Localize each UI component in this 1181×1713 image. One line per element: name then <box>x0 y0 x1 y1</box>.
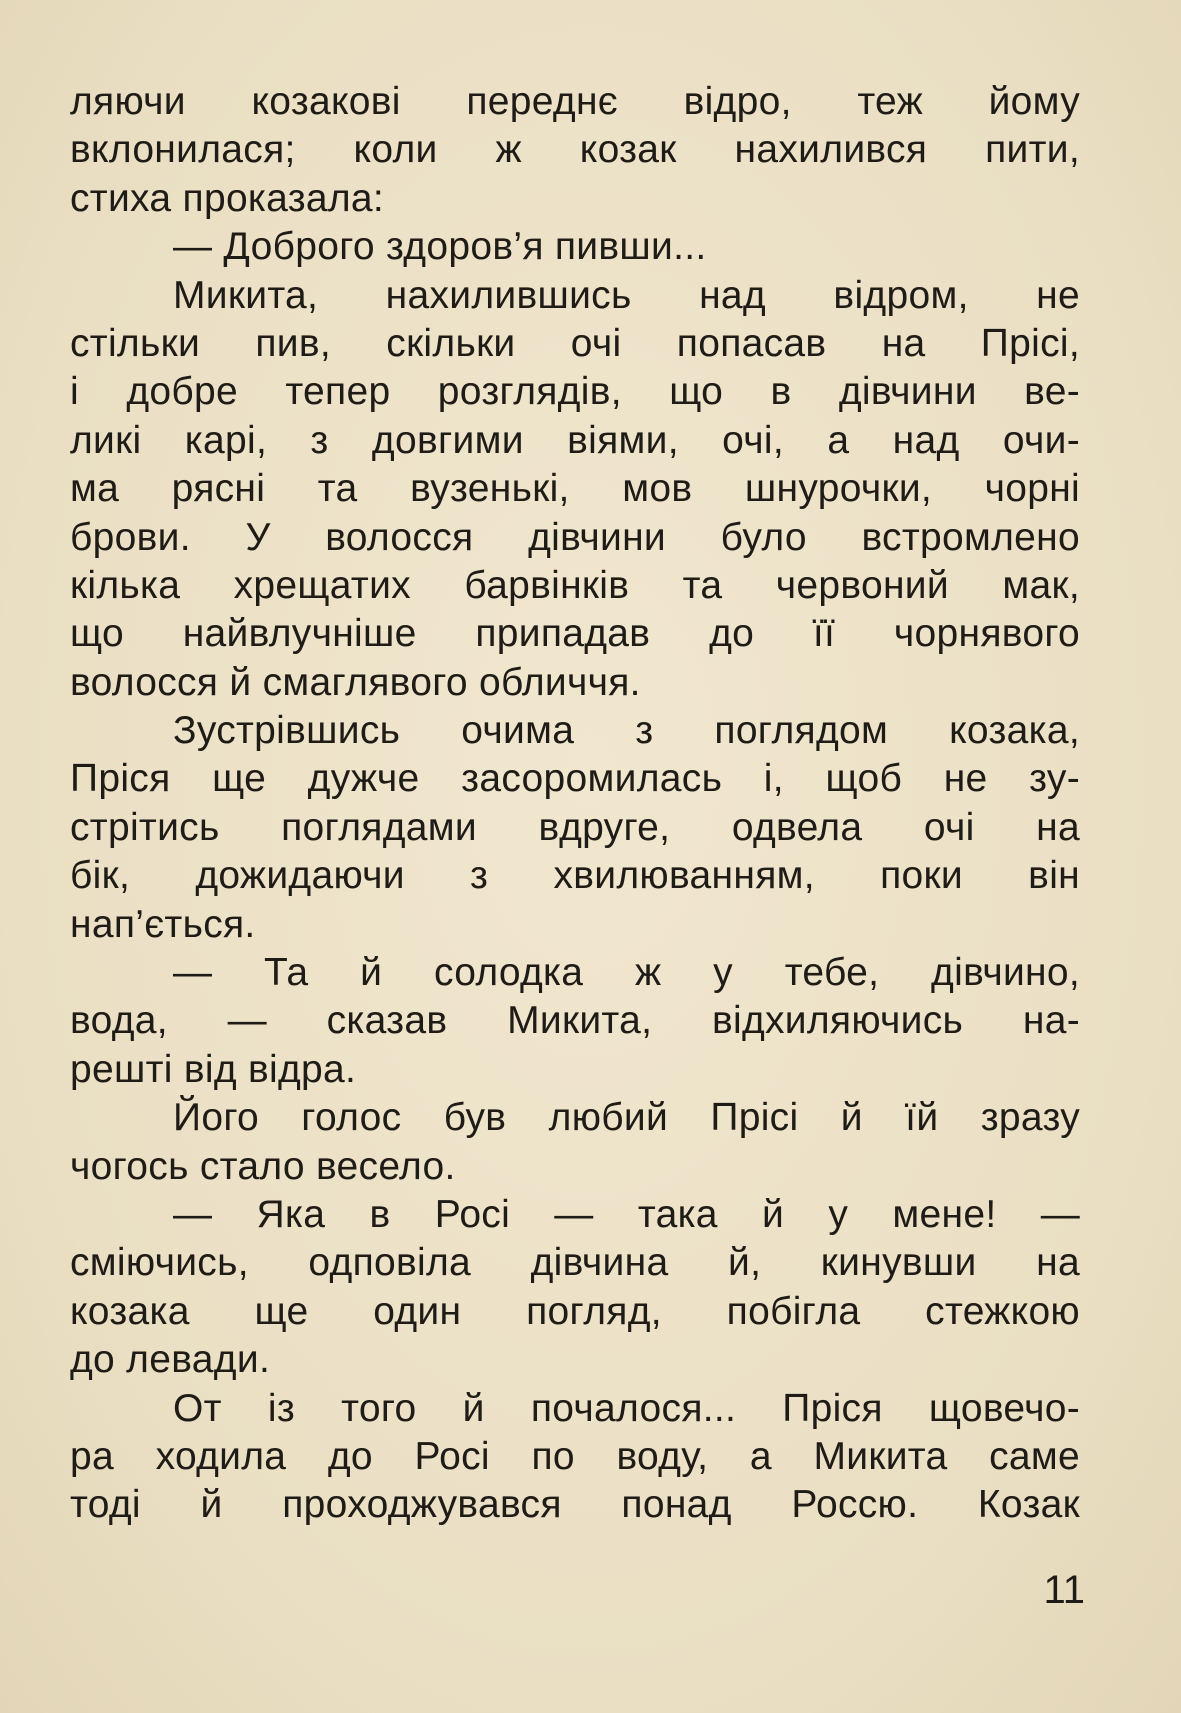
text-line: і добре тепер розглядів, що в дівчини ве- <box>70 370 1080 414</box>
text-line: ма рясні та вузенькі, мов шнурочки, чорні <box>70 467 1080 511</box>
text-line: ра ходила до Росі по воду, а Микита саме <box>70 1434 1080 1478</box>
text-line: Микита, нахилившись над відром, не <box>173 273 1080 317</box>
text-line: ликі карі, з довгими віями, очі, а над очи- <box>70 418 1080 462</box>
text-line: стрітись поглядами вдруге, одвела очі на <box>70 805 1080 849</box>
text-line: ляючи козакові переднє відро, теж йому <box>70 80 1080 123</box>
text-line: решті від відра. <box>70 1047 357 1091</box>
text-line: От із того й почалося... Пріся щовечо- <box>173 1386 1080 1430</box>
text-line: — Доброго здоров’я пивши... <box>173 225 707 269</box>
text-line: тоді й проходжувався понад Россю. Козак <box>70 1483 1080 1527</box>
text-line: брови. У волосся дівчини було встромлено <box>70 515 1080 559</box>
text-line: — Яка в Росі — така й у мене! — <box>173 1192 1080 1236</box>
text-line: сміючись, одповіла дівчина й, кинувши на <box>70 1241 1080 1285</box>
text-line: стиха проказала: <box>70 176 385 220</box>
text-line: до левади. <box>70 1338 271 1382</box>
text-line: вклонилася; коли ж козак нахилився пити, <box>70 128 1080 172</box>
text-line: Його голос був любий Прісі й їй зразу <box>173 1096 1080 1140</box>
text-line: нап’ється. <box>70 902 256 946</box>
text-line: стільки пив, скільки очі попасав на Прісі, <box>70 321 1080 365</box>
text-line: що найвлучніше припадав до її чорнявого <box>70 612 1080 656</box>
text-line: чогось стало весело. <box>70 1144 456 1188</box>
text-line: — Та й солодка ж у тебе, дівчино, <box>173 951 1080 995</box>
text-line: козака ще один погляд, побігла стежкою <box>70 1289 1080 1333</box>
text-line: Зустрівшись очима з поглядом козака, <box>173 709 1080 753</box>
page-number: 11 <box>1043 1568 1085 1612</box>
text-line: Пріся ще дужче засоромилась і, щоб не зу- <box>70 757 1080 801</box>
body-text <box>70 78 1080 1530</box>
text-line: вода, — сказав Микита, відхиляючись на- <box>70 999 1080 1043</box>
text-line: волосся й смаглявого обличчя. <box>70 660 641 704</box>
text-line: бік, дожидаючи з хвилюванням, поки він <box>70 854 1080 898</box>
text-line: кілька хрещатих барвінків та червоний мак, <box>70 563 1080 607</box>
